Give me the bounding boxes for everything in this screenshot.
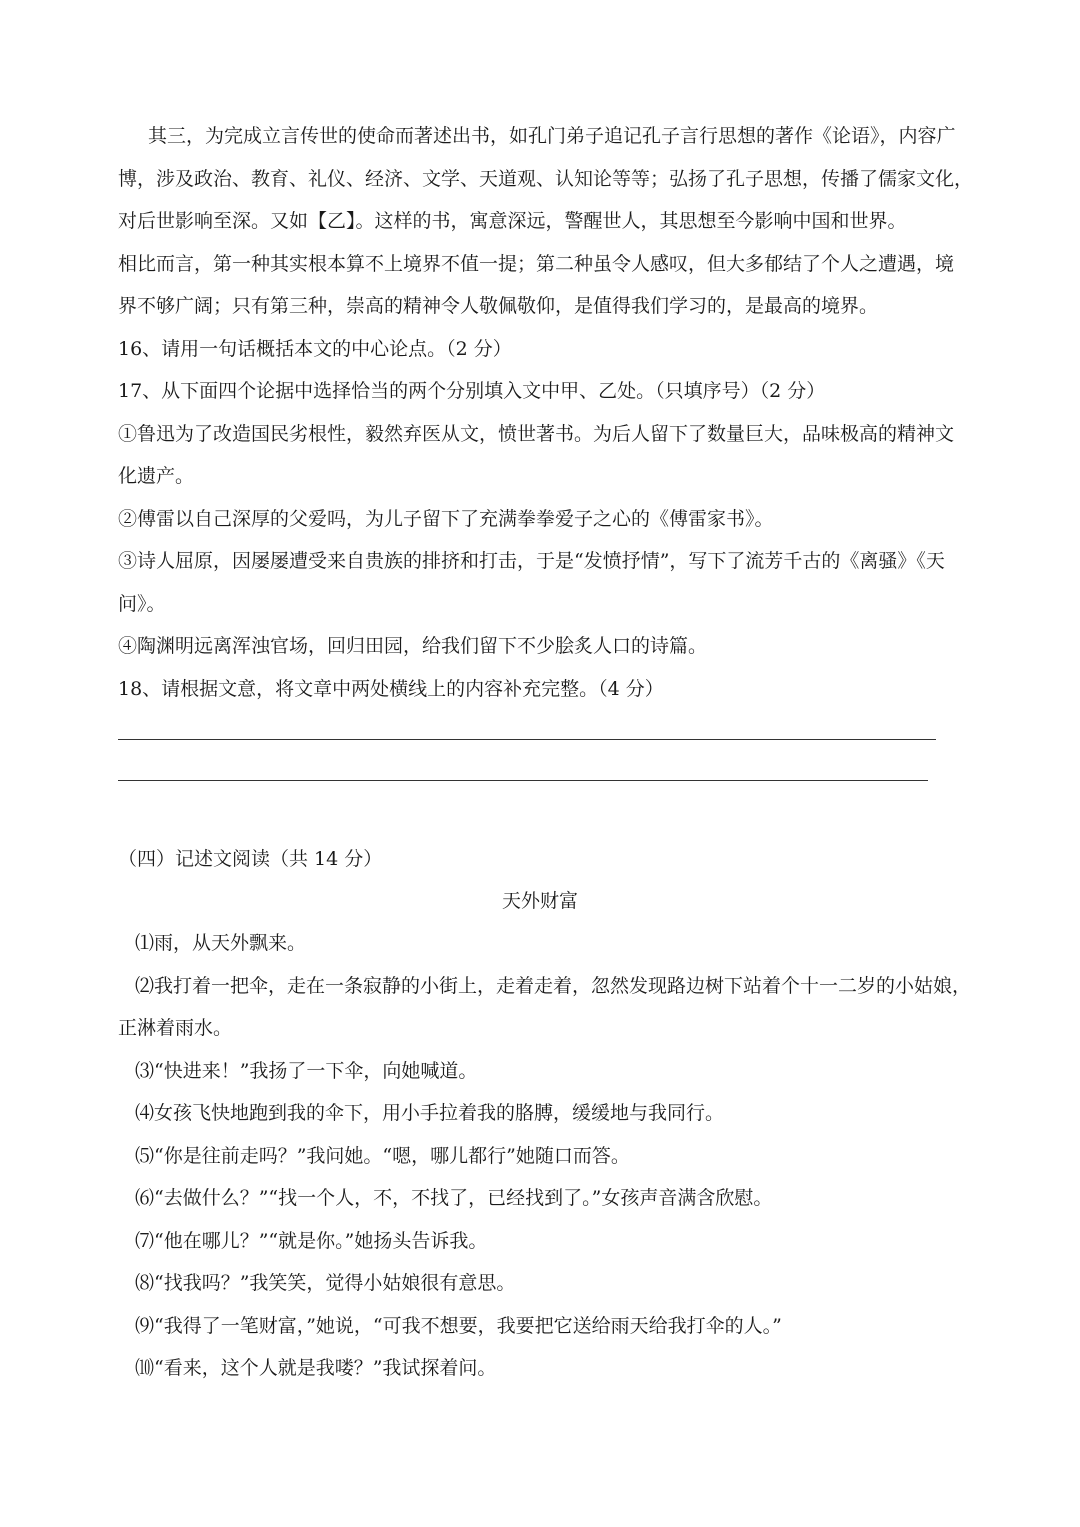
essay-paragraph-third-line-3: 对后世影响至深。又如【乙】。这样的书，寓意深远，警醒世人，其思想至今影响中国和世界。 <box>118 210 907 232</box>
option-3-line-2: 问》。 <box>118 593 166 615</box>
answer-blank-line-2[interactable] <box>118 780 928 781</box>
option-1-line-2: 化遗产。 <box>118 465 195 487</box>
option-2: ②傅雷以自己深厚的父爱吗，为儿子留下了充满拳拳爱子之心的《傅雷家书》。 <box>118 508 774 530</box>
story-paragraph-8: ⑻“找我吗？”我笑笑，觉得小姑娘很有意思。 <box>135 1272 516 1294</box>
story-paragraph-7: ⑺“他在哪儿？”“就是你。”她扬头告诉我。 <box>135 1230 488 1252</box>
story-paragraph-1: ⑴雨，从天外飘来。 <box>135 932 307 954</box>
essay-paragraph-third-line-2: 博，涉及政治、教育、礼仪、经济、文学、天道观、认知论等等；弘扬了孔子思想，传播了儒家文化， <box>118 168 974 190</box>
question-17: 17、从下面四个论据中选择恰当的两个分别填入文中甲、乙处。（只填序号）（2 分） <box>118 380 826 402</box>
essay-paragraph-compare-line-2: 界不够广阔；只有第三种，崇高的精神令人敬佩敬仰，是值得我们学习的，是最高的境界。 <box>118 295 879 317</box>
essay-paragraph-third-line-1: 其三，为完成立言传世的使命而著述出书，如孔门弟子追记孔子言行思想的著作《论语》，内容广 <box>148 125 956 147</box>
story-paragraph-5: ⑸“你是往前走吗？”我问她。“嗯，哪儿都行”她随口而答。 <box>135 1145 630 1167</box>
story-paragraph-3: ⑶“快进来！”我扬了一下伞，向她喊道。 <box>135 1060 478 1082</box>
answer-blank-line-1[interactable] <box>118 739 936 740</box>
option-3-line-1: ③诗人屈原，因屡屡遭受来自贵族的排挤和打击，于是“发愤抒情”，写下了流芳千古的《离骚》《天 <box>118 550 945 572</box>
story-paragraph-2-line-1: ⑵我打着一把伞，走在一条寂静的小街上，走着走着，忽然发现路边树下站着个十一二岁的小姑娘， <box>135 975 972 997</box>
story-paragraph-10: ⑽“看来，这个人就是我喽？”我试探着问。 <box>135 1357 497 1379</box>
option-1-line-1: ①鲁迅为了改造国民劣根性，毅然弃医从文，愤世著书。为后人留下了数量巨大，品味极高的精神文 <box>118 423 955 445</box>
story-title: 天外财富 <box>501 890 578 912</box>
question-16: 16、请用一句话概括本文的中心论点。（2 分） <box>118 338 512 360</box>
story-paragraph-6: ⑹“去做什么？”“找一个人，不，不找了，已经找到了。”女孩声音满含欣慰。 <box>135 1187 773 1209</box>
story-paragraph-2-line-2: 正淋着雨水。 <box>118 1017 233 1039</box>
option-4: ④陶渊明远离浑浊官场，回归田园，给我们留下不少脍炙人口的诗篇。 <box>118 635 708 657</box>
story-paragraph-4: ⑷女孩飞快地跑到我的伞下，用小手拉着我的胳膊，缓缓地与我同行。 <box>135 1102 725 1124</box>
essay-paragraph-compare-line-1: 相比而言，第一种其实根本算不上境界不值一提；第二种虽令人感叹，但大多郁结了个人之遭遇，境 <box>118 253 955 275</box>
section-heading: （四）记述文阅读（共 14 分） <box>118 848 383 870</box>
question-18: 18、请根据文意，将文章中两处横线上的内容补充完整。（4 分） <box>118 678 664 700</box>
story-paragraph-9: ⑼“我得了一笔财富，”她说，“可我不想要，我要把它送给雨天给我打伞的人。” <box>135 1315 782 1337</box>
